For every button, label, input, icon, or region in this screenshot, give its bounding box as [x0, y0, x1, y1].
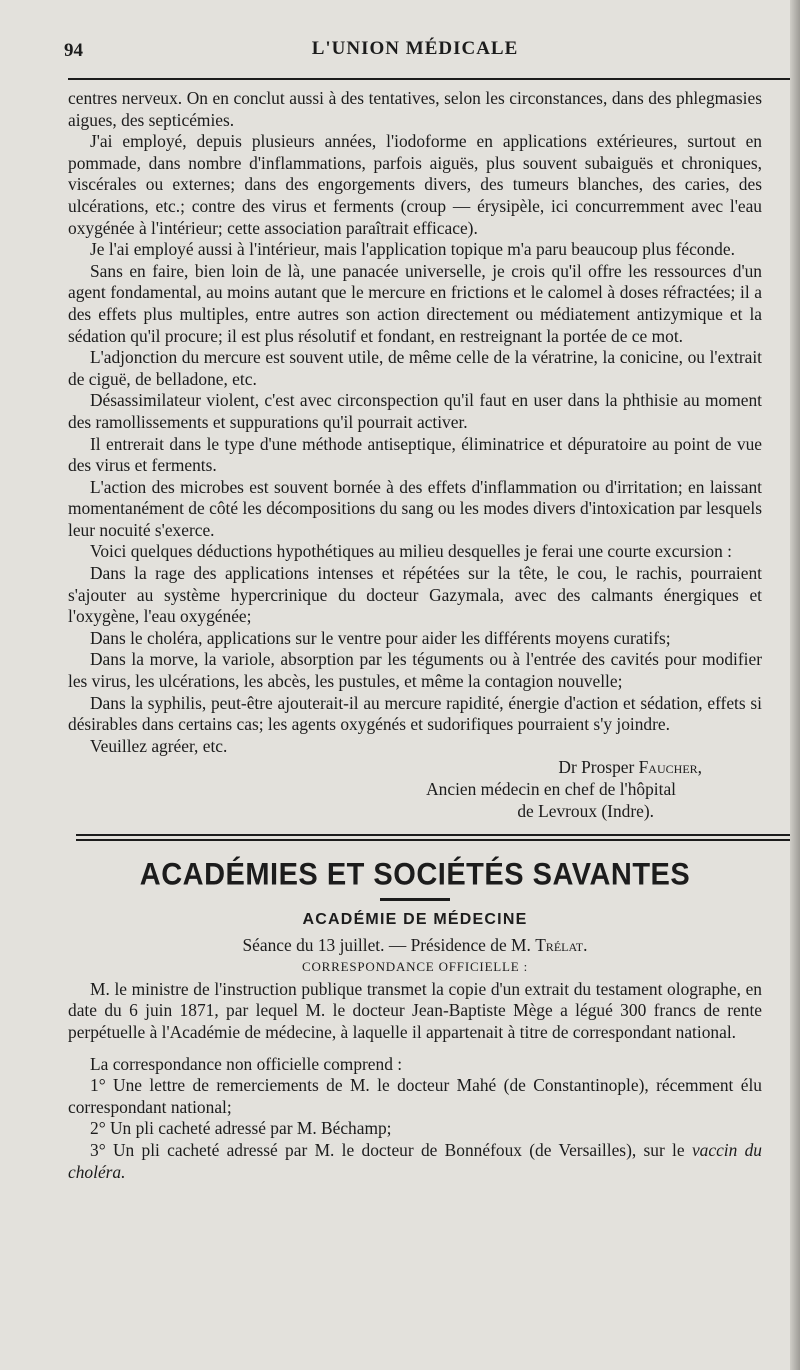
signature-name — [68, 757, 702, 779]
signature-prefix: Dr — [558, 757, 577, 778]
paragraph: J'ai employé, depuis plusieurs années, l'iodoforme en applications extérieures, surtout en pommade, dans nombre d'inflammations, parfois aiguës, plus souvent subaiguës et chroniques, viscérales ou externes; dans des engorgements divers, des tumeurs blanches, des caries, des ulcérations, etc.; contre des virus et ferments (croup — érysipèle, ici concurremment avec l'eau oxygénée à l'intérieur; cette association paraîtrait efficace). — [68, 131, 762, 238]
paragraph: Dans la morve, la variole, absorption par les téguments ou à l'entrée des cavités pour modifier les virus, les ulcérations, les abcès, les pustules, et même la contagion nouvelle; — [68, 649, 762, 692]
paragraph: L'action des microbes est souvent bornée à des effets d'inflammation ou d'irritation; en laissant momentanément de côté les décompositions du sang ou les modes divers d'intoxication par lesquels leur nocuité s'exerce. — [68, 476, 762, 540]
section-separator — [76, 834, 800, 841]
session-president: Trélat. — [535, 935, 588, 956]
list-item — [68, 1140, 762, 1183]
paragraph: La correspondance non officielle comprend : — [90, 1053, 403, 1074]
list-item: 2° Un pli cacheté adressé par M. Béchamp; — [90, 1118, 392, 1139]
subsection-title: ACADÉMIE DE MÉDECINE — [302, 911, 528, 929]
journal-title: L'UNION MÉDICALE — [311, 38, 519, 59]
paragraph: Dans la rage des applications intenses et répétées sur la tête, le cou, le rachis, pourraient s'ajouter au système hypercrinique du docteur Gazymala, avec des calmants énergiques et l'oxygène, l'eau oxygénée; — [68, 563, 762, 627]
list-item-italic: vaccin du choléra. — [68, 1139, 763, 1182]
list-item: 1° Une lettre de remerciements de M. le docteur Mahé (de Constantinople), récemment élu correspondant national; — [68, 1075, 762, 1117]
closing-line: Veuillez agréer, etc. — [90, 735, 228, 756]
title-rule — [380, 898, 450, 901]
signature-location: de Levroux (Indre). — [517, 800, 654, 821]
page-edge-shadow — [790, 0, 800, 1370]
letter-body — [68, 88, 762, 757]
paragraph: Dans la syphilis, peut-être ajouterait-il au mercure rapidité, énergie d'action et sédation, effets si désirables dans certains cas; les agents oxygénés et sudorifiques pourraient s'y joindre. — [68, 692, 762, 735]
signature-block — [68, 757, 762, 822]
signature-first-name: Prosper — [581, 757, 635, 778]
session-body — [68, 979, 762, 1183]
paragraph: L'adjonction du mercure est souvent utile, de même celle de la vératrine, la conicine, ou l'extrait de ciguë, de belladone, etc. — [68, 347, 762, 389]
signature-title: Ancien médecin en chef de l'hôpital — [426, 779, 676, 799]
paragraph: M. le ministre de l'instruction publique transmet la copie d'un extrait du testament olographe, en date du 6 juin 1871, par lequel M. le docteur Jean-Baptiste Mège a légué 300 francs de rente perpétuelle à l'Académie de médecine, à laquelle il appartenait à titre de correspondant national. — [68, 978, 762, 1042]
paragraph: Voici quelques déductions hypothétiques au milieu desquelles je ferai une courte excursion : — [90, 541, 732, 562]
running-head — [64, 34, 762, 78]
section-title: ACADÉMIES ET SOCIÉTÉS SAVANTES — [139, 857, 691, 893]
paragraph: centres nerveux. On en conclut aussi à des tentatives, selon les circonstances, dans des phlegmasies aigues, des septicémies. — [68, 88, 762, 130]
paragraph: Il entrerait dans le type d'une méthode antiseptique, éliminatrice et dépuratoire au point de vue des virus et ferments. — [68, 433, 762, 476]
paragraph: Dans le choléra, applications sur le ventre pour aider les différents moyens curatifs; — [90, 627, 671, 648]
paragraph: Sans en faire, bien loin de là, une panacée universelle, je crois qu'il offre les ressources d'un agent fondamental, au moins autant que le mercure en frictions et le calomel à doses réfractées; il a des effets plus multiples, entre autres son action directement ou médiatement antizymique et la sédation qu'il procure; il est plus résolutif et fondant, en restreignant la portée de ce mot. — [68, 260, 762, 346]
session-line — [68, 935, 762, 957]
paragraph: Je l'ai employé aussi à l'intérieur, mais l'application topique m'a paru beaucoup plus féconde. — [90, 239, 735, 260]
paragraph: Désassimilateur violent, c'est avec circonspection qu'il faut en user dans la phthisie au moment des ramollissements et suppurations qu'il pourrait activer. — [68, 390, 762, 432]
header-rule — [68, 78, 800, 80]
page-number: 94 — [64, 40, 83, 61]
signature-surname: Faucher, — [638, 757, 702, 778]
session-text: Séance du 13 juillet. — Présidence de M. — [242, 935, 531, 956]
correspondence-label: CORRESPONDANCE OFFICIELLE : — [301, 958, 528, 974]
list-item-text: 3° Un pli cacheté adressé par M. le docteur de Bonnéfoux (de Versailles), sur le — [90, 1139, 685, 1160]
